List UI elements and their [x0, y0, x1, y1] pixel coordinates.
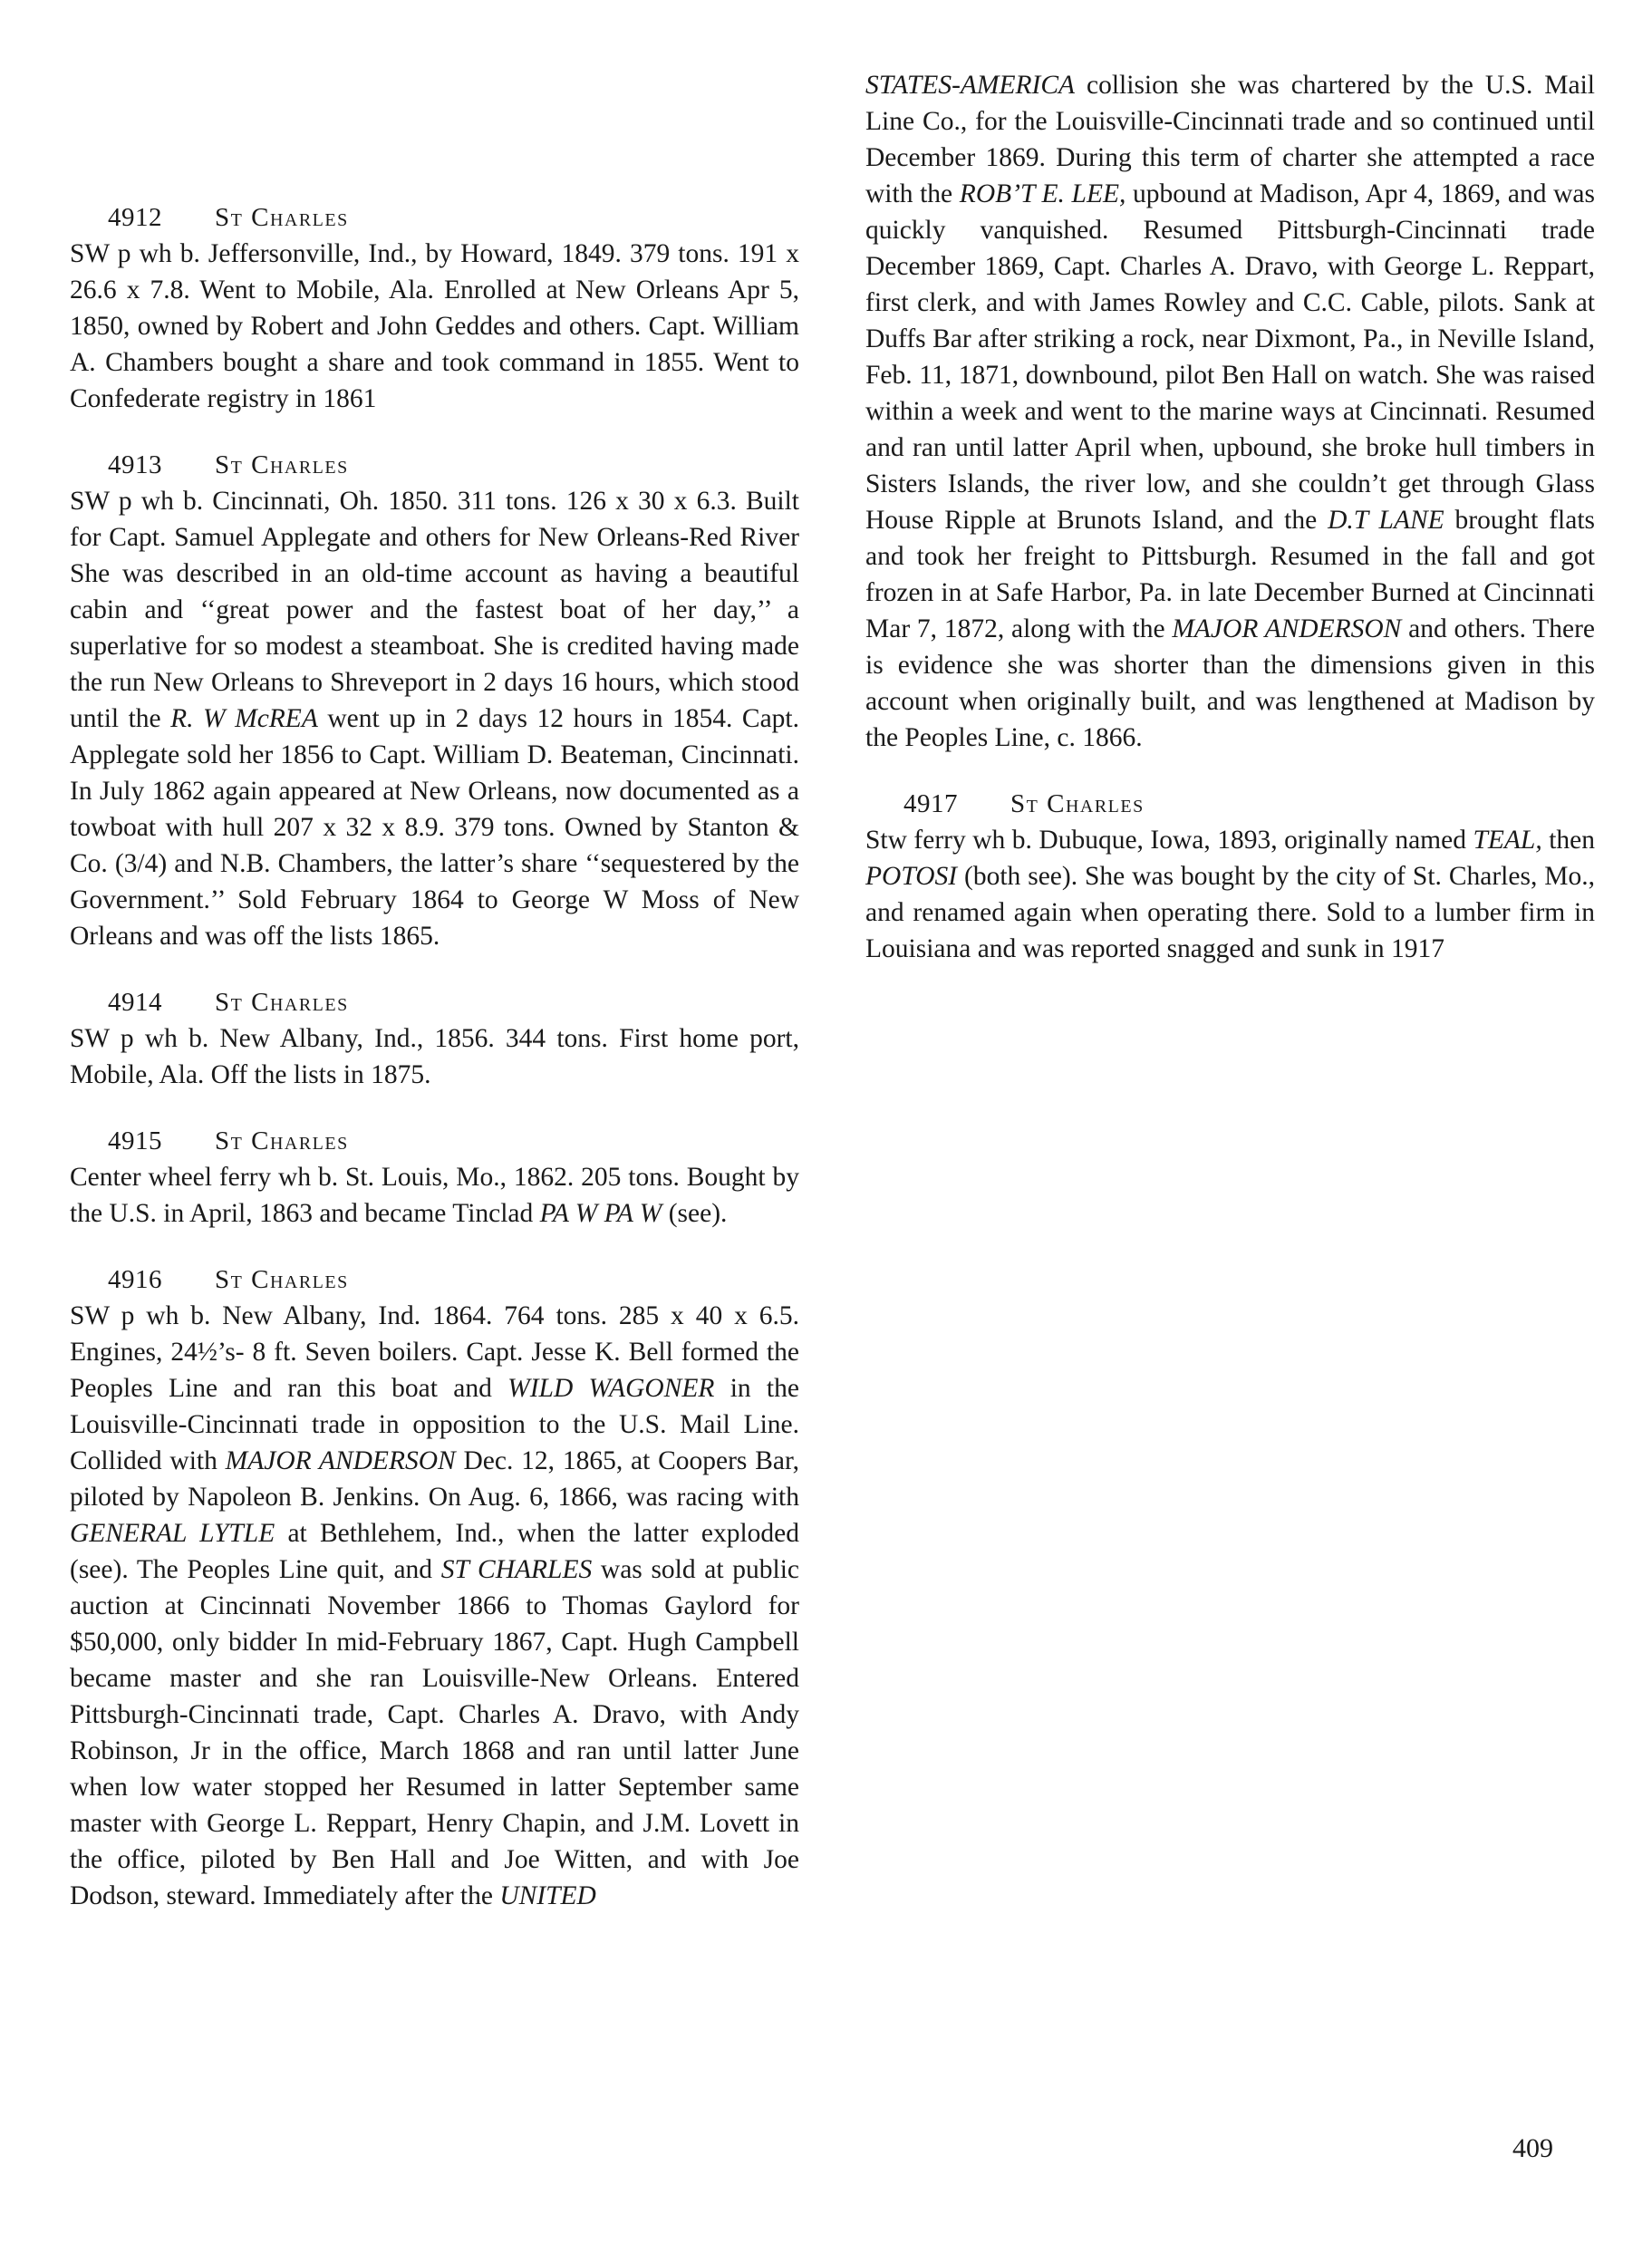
entry-heading — [70, 447, 799, 483]
vessel-name-italic: PA W PA W — [539, 1199, 662, 1228]
entry-name: St Charles — [215, 450, 349, 479]
vessel-name-italic: D.T LANE — [1328, 506, 1444, 535]
entry-4914 — [70, 984, 799, 1093]
vessel-name-italic: ST CHARLES — [440, 1555, 593, 1584]
vessel-name-italic: UNITED — [499, 1881, 596, 1910]
entry-4915 — [70, 1123, 799, 1232]
entry-name: St Charles — [215, 988, 349, 1017]
vessel-name-italic: MAJOR ANDERSON — [1172, 614, 1402, 643]
body-text: Stw ferry wh b. Dubuque, Iowa, 1893, originally named — [865, 826, 1473, 855]
entry-heading — [70, 984, 799, 1020]
vessel-name-italic: POTOSI — [865, 862, 958, 891]
body-text: Center wheel ferry wh b. St. Louis, Mo., 1862. 205 tons. Bought by the U.S. in April, 1863 and became Tinclad — [70, 1163, 799, 1228]
right-column — [865, 67, 1595, 997]
body-text: (both see). She was bought by the city of St. Charles, Mo., and renamed again when operating there. Sold to a lumber firm in Louisiana and was reported snagged and sunk in 1917 — [865, 862, 1595, 963]
entry-name: St Charles — [215, 1126, 349, 1155]
entry-4917 — [865, 786, 1595, 967]
entry-body — [70, 1298, 799, 1914]
entry-name: St Charles — [215, 1265, 349, 1294]
entry-number: 4913 — [108, 450, 162, 479]
vessel-name-italic: STATES-AMERICA — [865, 71, 1076, 100]
body-text: SW p wh b. New Albany, Ind., 1856. 344 tons. First home port, Mobile, Ala. Off the lists in 1875. — [70, 1024, 799, 1089]
entry-4916 — [70, 1262, 799, 1914]
entry-name: St Charles — [1010, 789, 1145, 818]
vessel-name-italic: WILD WAGONER — [507, 1374, 715, 1403]
entry-body — [70, 1159, 799, 1232]
entry-body — [70, 483, 799, 954]
entry-body — [70, 236, 799, 417]
entry-heading — [865, 786, 1595, 822]
body-text: brought flats and took her freight to Pittsburgh. Resumed in the fall and got frozen in at Safe Harbor, Pa. in late December Burned at Cincinnati Mar 7, 1872, along with the — [865, 506, 1596, 643]
entry-body — [865, 822, 1595, 967]
body-text: collision she was chartered by the U.S. Mail Line Co., for the Louisville-Cincinnati trade and so continued until December 1869. During this term of charter she attempted a race with the — [865, 71, 1595, 208]
body-text: then — [1541, 826, 1595, 855]
entry-number: 4912 — [108, 203, 162, 232]
body-text: and others. There is evidence she was shorter than the dimensions given in this account when originally built, and was lengthened at Madison by the Peoples Line, c. 1866. — [865, 614, 1595, 752]
entry-body — [70, 1020, 799, 1093]
entry-number: 4915 — [108, 1126, 162, 1155]
entry-4913 — [70, 447, 799, 954]
body-text: upbound at Madison, Apr 4, 1869, and was quickly vanquished. Resumed Pittsburgh-Cincinnati trade December 1869, Capt. Charles A. Dravo, with George L. Reppart, first clerk, and with James Rowley and C.C. Cable, pilots. Sank at Duffs Bar after striking a rock, near Dixmont, Pa., in Neville Island, Feb. 11, 1871, downbound, pilot Ben Hall on watch. She was raised within a week and went to the marine ways at Cincinnati. Resumed and ran until latter April when, upbound, she broke hull timbers in Sisters Islands, the river low, and she couldn’t get through Glass House Ripple at Brunots Island, and the — [865, 179, 1595, 535]
vessel-name-italic: GENERAL LYTLE — [70, 1519, 275, 1548]
body-text: was sold at public auction at Cincinnati November 1866 to Thomas Gaylord for $50,000, only bidder In mid-February 1867, Capt. Hugh Campbell became master and she ran Louisville-New Orleans. Entered Pittsburgh-Cincinnati trade, Capt. Charles A. Dravo, with Andy Robinson, Jr in the office, March 1868 and ran until latter June when low water stopped her Resumed in latter September same master with George L. Reppart, Henry Chapin, and J.M. Lovett in the office, piloted by Ben Hall and Joe Witten, and with Joe Dodson, steward. Immediately after the — [70, 1555, 799, 1910]
vessel-name-italic: ROB’T E. LEE, — [959, 179, 1126, 208]
vessel-name-italic: MAJOR ANDERSON — [225, 1446, 456, 1475]
entry-number: 4917 — [903, 789, 958, 818]
body-text: in the Louisville-Cincinnati trade in opposition to the U.S. Mail Line. Collided with — [70, 1374, 799, 1475]
entry-4912 — [70, 199, 799, 417]
entry-number: 4914 — [108, 988, 162, 1017]
entry-body — [865, 67, 1595, 756]
entry-name: St Charles — [215, 203, 349, 232]
entry-heading — [70, 199, 799, 236]
body-text: at Bethlehem, Ind., when the latter exploded (see). The Peoples Line quit, and — [70, 1519, 799, 1584]
entry-heading — [70, 1123, 799, 1159]
body-text: went up in 2 days 12 hours in 1854. Capt. Applegate sold her 1856 to Capt. William D. Beateman, Cincinnati. In July 1862 again appeared at New Orleans, now documented as a towboat with hull 207 x 32 x 8.9. 379 tons. Owned by Stanton & Co. (3/4) and N.B. Chambers, the latter’s share ‘‘sequestered by the Government.’’ Sold February 1864 to George W Moss of New Orleans and was off the lists 1865. — [70, 704, 799, 951]
body-text: (see). — [662, 1199, 728, 1228]
left-column — [70, 199, 799, 1944]
body-text: SW p wh b. New Albany, Ind. 1864. 764 tons. 285 x 40 x 6.5. Engines, 24½’s- 8 ft. Seven boilers. Capt. Jesse K. Bell formed the Peoples Line and ran this boat and — [70, 1301, 799, 1403]
entry-number: 4916 — [108, 1265, 162, 1294]
entry-heading — [70, 1262, 799, 1298]
body-text: SW p wh b. Jeffersonville, Ind., by Howard, 1849. 379 tons. 191 x 26.6 x 7.8. Went to Mobile, Ala. Enrolled at New Orleans Apr 5, 1850, owned by Robert and John Geddes and others. Capt. William A. Chambers bought a share and took command in 1855. Went to Confederate registry in 1861 — [70, 239, 799, 413]
body-text: SW p wh b. Cincinnati, Oh. 1850. 311 tons. 126 x 30 x 6.3. Built for Capt. Samuel Applegate and others for New Orleans-Red River She was described in an old-time account as having a beautiful cabin and ‘‘great power and the fastest boat of her day,’’ a superlative for so modest a steamboat. She is credited having made the run New Orleans to Shreveport in 2 days 16 hours, which stood until the — [70, 487, 799, 733]
entry-4916-continued — [865, 67, 1595, 756]
page-number: 409 — [1512, 2133, 1553, 2163]
vessel-name-italic: R. W McREA — [170, 704, 318, 733]
body-text: Dec. 12, 1865, at Coopers Bar, piloted by Napoleon B. Jenkins. On Aug. 6, 1866, was racing with — [70, 1446, 799, 1512]
vessel-name-italic: TEAL, — [1473, 826, 1542, 855]
